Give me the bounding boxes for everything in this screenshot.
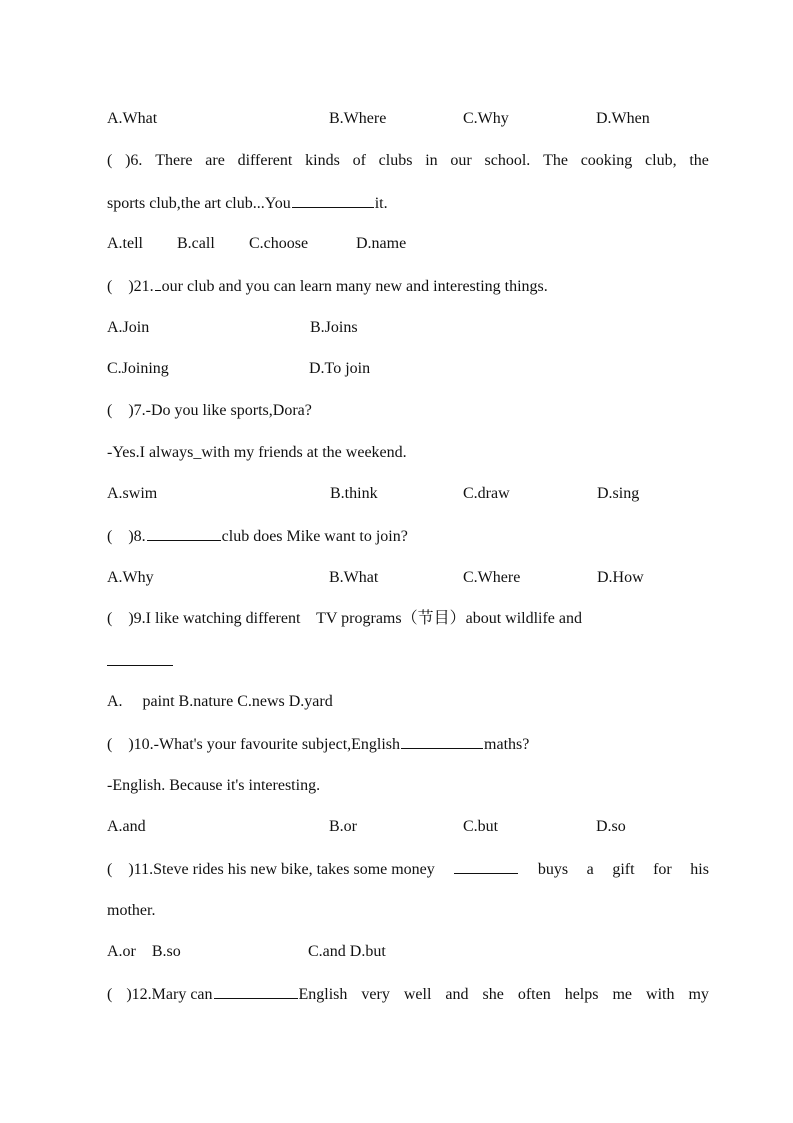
q6-line-2	[107, 193, 388, 214]
q11-word: gift	[612, 861, 635, 878]
q6-word: in	[425, 152, 438, 169]
q9-options: A. paint B.nature C.news D.yard	[107, 693, 333, 710]
q21-option-d: D.To join	[309, 360, 371, 377]
q5-option-b: B.Where	[329, 110, 387, 127]
q7-question: ( )7.-Do you like sports,Dora?	[107, 402, 312, 419]
answer-blank[interactable]	[454, 859, 518, 874]
q10-option-a: A.and	[107, 818, 146, 835]
answer-blank[interactable]	[292, 193, 374, 208]
q5-option-d: D.When	[596, 110, 650, 127]
q12-word: with	[646, 986, 675, 1003]
q12-word: very	[361, 986, 390, 1003]
q6-answer-paren: (	[107, 152, 113, 169]
q6-option-c: C.choose	[249, 235, 309, 252]
q8-option-c: C.Where	[463, 569, 521, 586]
q12-word: helps	[564, 986, 599, 1003]
q11-options-cd: C.and D.but	[308, 943, 386, 960]
answer-blank[interactable]	[107, 651, 173, 666]
q5-option-a: A.What	[107, 110, 158, 127]
q10-option-c: C.but	[463, 818, 499, 835]
q12-lead	[126, 984, 347, 1005]
q6-number: )6.	[125, 152, 143, 169]
q12-word: can	[190, 986, 213, 1003]
q6-word: the	[689, 152, 709, 169]
q8-line	[107, 526, 408, 547]
q7-answer: -Yes.I always_with my friends at the weekend.	[107, 444, 407, 461]
q6-line-2-before: sports club,the art club...You	[107, 195, 291, 212]
q12-word: me	[612, 986, 633, 1003]
q11-word: for	[653, 861, 672, 878]
q7-option-b: B.think	[330, 485, 378, 502]
answer-blank[interactable]	[147, 526, 221, 541]
q10-option-b: B.or	[329, 818, 357, 835]
q8-option-a: A.Why	[107, 569, 154, 586]
q8-option-d: D.How	[597, 569, 644, 586]
q10-answer: -English. Because it's interesting.	[107, 777, 321, 794]
q11-word: a	[586, 861, 594, 878]
q11-word: his	[690, 861, 709, 878]
q6-line-1	[107, 151, 709, 171]
q12-number: )12.Mary	[126, 986, 187, 1003]
q12-word: she	[482, 986, 504, 1003]
q6-word: There	[155, 152, 193, 169]
q6-word: school.	[484, 152, 531, 169]
q8-text: club does Mike want to join?	[221, 528, 408, 545]
answer-blank[interactable]	[214, 984, 298, 999]
q6-word: different	[237, 152, 293, 169]
q6-word: clubs	[378, 152, 413, 169]
q21-text: our club and you can learn many new and interesting things.	[161, 278, 548, 295]
q6-word: are	[205, 152, 225, 169]
q12-word: English	[298, 986, 348, 1003]
q6-line-2-after: it.	[374, 195, 388, 212]
q11-line-1	[107, 859, 709, 880]
q11-line-2: mother.	[107, 902, 156, 919]
q21-option-c: C.Joining	[107, 360, 169, 377]
q11-question: ( )11.Steve rides his new bike, takes some money	[107, 861, 435, 878]
q10-question: ( )10.-What's your favourite subject,English	[107, 736, 401, 753]
q12-word: and	[445, 986, 469, 1003]
q10-option-d: D.so	[596, 818, 626, 835]
q8-number: ( )8.	[107, 528, 146, 545]
q10-question-end: maths?	[484, 736, 530, 753]
q21-number: ( )21.	[107, 278, 154, 295]
q12-answer-paren: (	[107, 986, 113, 1003]
q21-line	[107, 276, 548, 297]
answer-blank[interactable]	[155, 276, 161, 291]
q21-option-b: B.Joins	[310, 319, 358, 336]
q21-option-a: A.Join	[107, 319, 150, 336]
q6-option-b: B.call	[177, 235, 215, 252]
q6-option-a: A.tell	[107, 235, 143, 252]
q6-word: The	[543, 152, 568, 169]
q12-word: often	[517, 986, 551, 1003]
q10-line	[107, 734, 529, 755]
q6-word: kinds	[305, 152, 340, 169]
q7-option-c: C.draw	[463, 485, 510, 502]
q9-question: ( )9.I like watching different TV programs（节目）about wildlife and	[107, 610, 583, 627]
q11-options-ab: A.or B.so	[107, 943, 181, 960]
q6-word: cooking	[580, 152, 633, 169]
q12-word: my	[688, 986, 709, 1003]
q6-word: club,	[645, 152, 677, 169]
q5-option-c: C.Why	[463, 110, 509, 127]
q11-word: buys	[537, 861, 569, 878]
q6-word: our	[450, 152, 472, 169]
q6-word: of	[352, 152, 366, 169]
q12-line-1	[107, 984, 709, 1005]
q12-word: well	[403, 986, 432, 1003]
q7-option-d: D.sing	[597, 485, 640, 502]
q6-option-d: D.name	[356, 235, 407, 252]
q8-option-b: B.What	[329, 569, 379, 586]
answer-blank[interactable]	[401, 734, 483, 749]
q7-option-a: A.swim	[107, 485, 158, 502]
